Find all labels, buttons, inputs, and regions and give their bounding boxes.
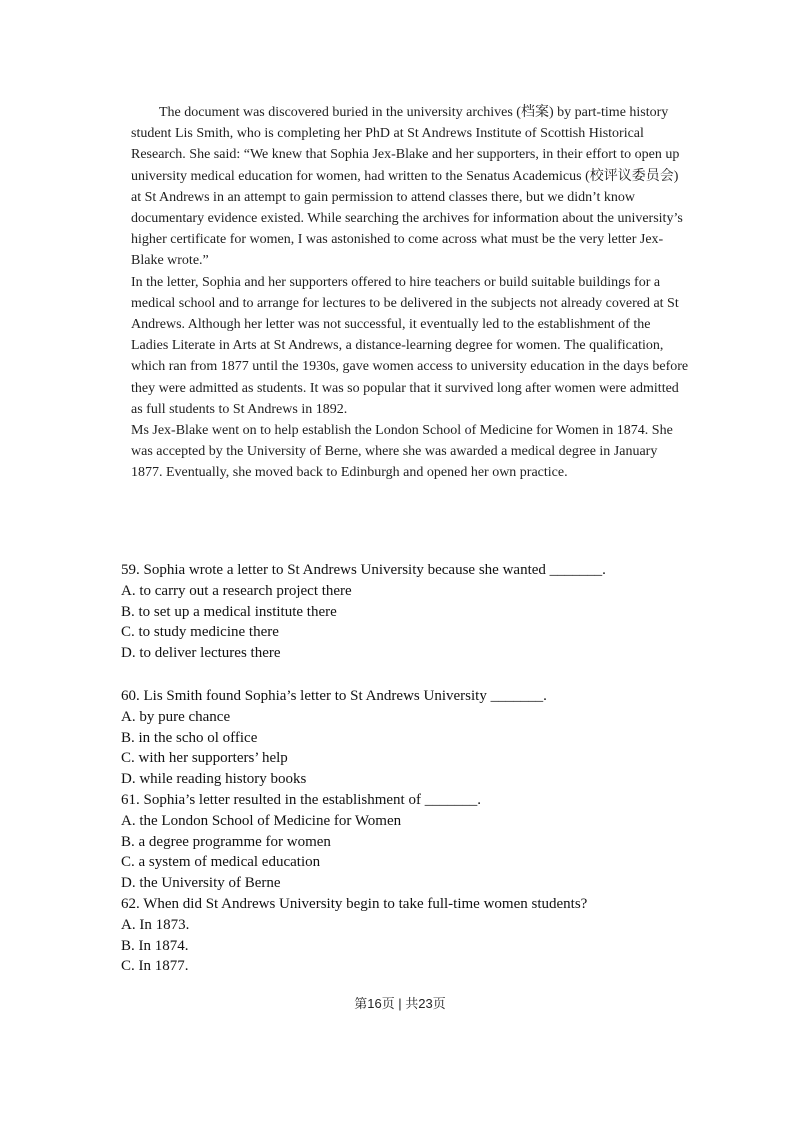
question-stem: 60. Lis Smith found Sophia’s letter to St Andrews University _______. xyxy=(121,688,547,704)
page-number: 第16页 | 共23页 xyxy=(354,996,446,1011)
question-59 xyxy=(121,560,701,664)
question-61 xyxy=(121,790,701,894)
option-c: C. In 1877. xyxy=(121,958,189,975)
option-c: C. a system of medical education xyxy=(121,854,321,871)
question-stem: 61. Sophia’s letter resulted in the establishment of _______. xyxy=(121,792,481,808)
option-b: B. to set up a medical institute there xyxy=(121,603,337,620)
question-62 xyxy=(121,894,701,977)
passage-paragraph: Ms Jex-Blake went on to help establish the London School of Medicine for Women in 1874. She was accepted by the University of Berne, where she was awarded a medical degree in January 1877. Eventually, she moved back to Edinburgh and opened her own practice. xyxy=(131,423,673,481)
option-d: D. while reading history books xyxy=(121,771,307,788)
option-b: B. In 1874. xyxy=(121,937,189,954)
option-a: A. In 1873. xyxy=(121,916,190,933)
option-b: B. in the scho ol office xyxy=(121,729,258,746)
question-60 xyxy=(121,686,701,790)
option-d: D. the University of Berne xyxy=(121,875,281,892)
option-c: C. to study medicine there xyxy=(121,624,279,641)
reading-passage xyxy=(131,102,691,484)
question-stem: 59. Sophia wrote a letter to St Andrews University because she wanted _______. xyxy=(121,562,606,578)
option-b: B. a degree programme for women xyxy=(121,833,331,850)
option-a: A. to carry out a research project there xyxy=(121,582,352,599)
passage-paragraph: In the letter, Sophia and her supporters offered to hire teachers or build suitable buildings for a medical school and to arrange for lectures to be delivered in the subjects not already covered at St Andrews. Although her letter was not successful, it eventually led to the establishment of the Ladies Literate in Arts at St Andrews, a distance-learning degree for women. The qualification, which ran from 1877 until the 1930s, gave women access to university education in the days before they were admitted as students. It was so popular that it survived long after women were admitted as full students to St Andrews in 1892. xyxy=(131,274,689,417)
option-a: A. the London School of Medicine for Women xyxy=(121,812,402,829)
question-stem: 62. When did St Andrews University begin to take full-time women students? xyxy=(121,896,588,912)
option-a: A. by pure chance xyxy=(121,708,231,725)
option-c: C. with her supporters’ help xyxy=(121,750,288,767)
option-d: D. to deliver lectures there xyxy=(121,645,281,662)
passage-paragraph: The document was discovered buried in the university archives (档案) by part-time history student Lis Smith, who is completing her PhD at St Andrews Institute of Scottish Historical Research. She said: “We knew that Sophia Jex-Blake and her supporters, in their effort to open up university medical education for women, had written to the Senatus Academicus (校评议委员会) at St Andrews in an attempt to gain permission to attend classes there, but we didn’t know documentary evidence existed. While searching the archives for information about the university’s higher certificate for women, I was astonished to come across what must be the very letter Jex-Blake wrote.” xyxy=(131,105,683,269)
